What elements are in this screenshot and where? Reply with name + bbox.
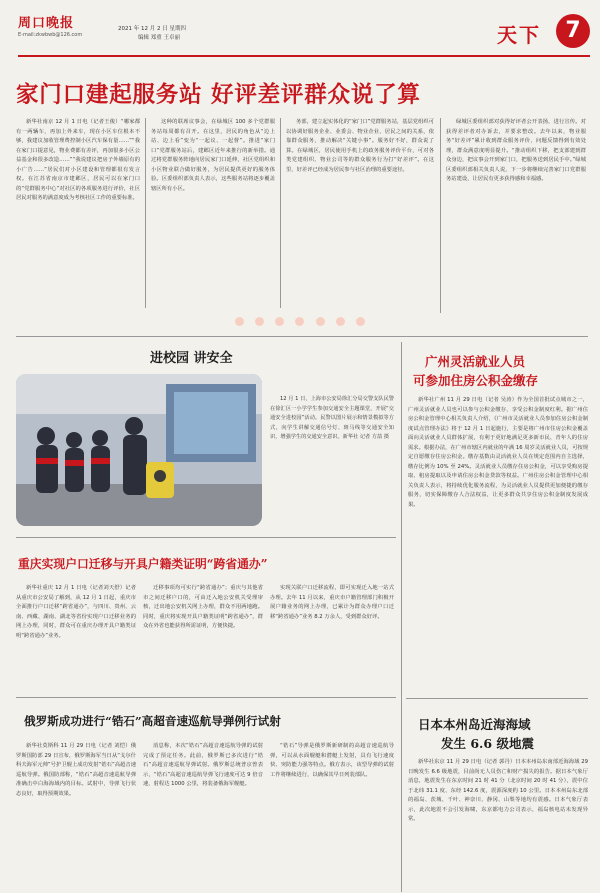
lead-column-1 (16, 118, 140, 308)
gz-headline-line-2: 可参加住房公积金缴存 (413, 373, 539, 388)
dot (235, 317, 244, 326)
dot (295, 317, 304, 326)
campus-headline: 进校园 讲安全 (150, 351, 233, 366)
dot (255, 317, 264, 326)
lead-column-3 (286, 118, 434, 313)
header-rule (18, 55, 590, 57)
lead-column-3-text: 务部，建立起实体化的“家门口”党群服务站，基层党组织可以协调好服务企业、业委会、物业企业、居民之间的关系，依靠群众服务，推动解决“关键小事”。服务好不好，群众说了算。在绿城区，居民使用手机上的政务服务评价平台，可对各类党建组织、物业公司等的群众服务行为打“好差评”。在这里，好差评已经成为居民参与社区治理的重要途径。 (286, 119, 434, 173)
campus-safety-photo (16, 374, 262, 526)
column-divider (280, 118, 281, 308)
japan-body (408, 758, 588, 890)
hukou-column-3-text: 实现关联户口迁移流程，即可实现迁入地一站式办理。去年 11 月以来，重庆市户籍管理部门积极开展户籍业务的网上办理，已累计为群众办理户口迁移“跨省通办”业务 8.2 万余人，受到群众好评。 (270, 585, 394, 620)
dot (356, 317, 365, 326)
russia-column-2-text: 消息称，本次“锆石”高超音速巡航导弹的试射完成了预定任务。此前，俄罗斯已多次进行“锆石”高超音速巡航导弹试射。俄罗斯总统普京曾表示，“锆石”高超音速巡航导弹飞行速度可达 9 倍音速，射程达 1000 公里，将装备俄海军舰艇。 (143, 743, 263, 787)
russia-column-2 (143, 742, 263, 890)
issue-date: 2021 年 12 月 2 日 星期四 (118, 26, 186, 32)
japan-headline-line-2: 发生 6.6 级地震 (441, 736, 534, 751)
japan-headline-line-1: 日本本州岛近海海域 (418, 717, 531, 732)
lead-column-4 (446, 118, 586, 313)
editor-line: 编辑 郑重 王卓丽 (138, 35, 180, 41)
russia-column-3-text: “锆石”导弹是俄罗斯新研制的高超音速巡航导弹，可以从水面舰艇和潜艇上发射，具有飞行速度快、突防能力强等特点。俄方表示，该型导弹的试射工作将继续进行，以确保其早日列装部队。 (270, 743, 394, 778)
lead-column-1-text: 新华社南京 12 月 1 日电（记者王俊）“哪家都有一两辆车，再加上外来车，现在小区车位根本不够，我建议加收管理费控制小区汽车保有量……”“我在家门口提意见，物业费都有差评，再加很多小区公益基金和很多改造……”“我说建议把房子外墙原有的小广告……”居民们对小区建设和管理都很有发言权。在江苏省南京市建邺区，居民可以在家门口的“党群服务中心”对社区的各项服务进行评价，社区居民对服务的满意度成为考核社区工作的重要标准。 (16, 119, 140, 201)
gz-body-text: 新华社广州 11 月 29 日电（记者 吴涛）作为全国首批试点城市之一，广州灵活就业人员也可以参与公积金缴存，享受公积金制度红利。据广州住房公积金管理中心相关负责人介绍，《广州市灵活就业人员参加住房公积金制度试点管理办法》将于 12 月 1 日起施行，主要是将广州市住房公积金覆盖面向灵活就业人员群体扩展，有利于更好地满足更多新市民、青年人的住房需求。根据办法，在广州市辖区内就业的年满 16 周岁灵活就业人员，可按规定自愿缴存住房公积金。缴存基数由灵活就业人员在规定范围内自主选择，缴存比例为 10% 至 24%。灵活就业人员缴存住房公积金，可以享受购房提取、租房提取以及申请住房公积金贷款等权益。广州住房公积金管理中心相关负责人表示，将持续优化服务流程，为灵活就业人员提供更加便捷的缴存服务，切实保障缴存人合法权益，让更多群众共享住房公积金制度发展成果。 (408, 397, 588, 508)
photo-illustration (16, 374, 262, 526)
section-title: 天下 (497, 23, 541, 47)
lead-column-2 (151, 118, 275, 308)
gz-headline-line-1: 广州灵活就业人员 (425, 354, 526, 369)
dot (275, 317, 284, 326)
hukou-column-3 (270, 584, 394, 688)
column-divider (145, 118, 146, 308)
russia-column-3 (270, 742, 394, 890)
section-divider (16, 336, 588, 337)
hukou-column-1-text: 新华社重庆 12 月 1 日电（记者刘天舒）记者从重庆市公安局了解到，从 12 月 1 日起，重庆市全面推行户口迁移“跨省通办”，与四川、贵州、云南、西藏、湖南、湖北等省份实现户口迁移业务的网上办理，同时，群众可在重庆办理开具户籍类证明“跨省通办”业务。 (16, 585, 136, 639)
lead-column-4-text: 绿城区委组织部对获得好评者公开表扬，进行宣传。对获得差评者对办诉去，并要求整改。去年以来，物业服务“好差评”累计收到群众服务评价，问题反馈得到有效处理，群众满意度明显提升。“推动组织下移，把支部建到群众身边，把议事会开到家门口，把服务送到居民手中。”绿城区委组织部相关负责人说，下一步将继续完善家门口党群服务站建设，让居民有更多获得感和幸福感。 (446, 119, 586, 182)
section-divider (406, 698, 588, 699)
campus-caption-text: 12 月 1 日，上海市公安局徐汇分局交警支队民警在徐汇区一小学学生参加交通安全主题课堂，开展“交通安全进校园”活动。民警以图片展示和情景模拟等方式，向学生讲解交通信号灯、斑马线等交通安全知识，增强学生的交通安全意识。新华社 记者 方喆 摄 (270, 396, 394, 440)
campus-caption (270, 395, 394, 443)
dot (316, 317, 325, 326)
dot (336, 317, 345, 326)
lead-column-2-text: 这种的联席议事会，在绿城区 100 多个党群服务站每周都有召开。在这里，居民的角色从“边上站、边上看”变为“一起议、一起督”。推进“家门口”党群服务站后，建邺区近年来推行的新举措。通过将党群服务阵地向居民家门口延伸，社区党组织和小区物业联合做好服务，为居民提供更好的服务体验。区委组织部负责人表示，这些服务站将逐步覆盖辖区所有小区。 (151, 119, 275, 192)
newspaper-logo: 周口晚报 (18, 16, 75, 31)
hukou-column-1 (16, 584, 136, 688)
russia-headline: 俄罗斯成功进行“锆石”高超音速巡航导弹例行试射 (24, 714, 281, 728)
gz-body (408, 396, 588, 692)
contact-email: E-mail:zkwbwb@126.com (18, 32, 83, 38)
lead-headline: 家门口建起服务站 好评差评群众说了算 (16, 82, 421, 108)
column-divider (401, 342, 402, 892)
decorative-dots (235, 317, 365, 326)
section-divider (16, 697, 396, 698)
russia-column-1 (16, 742, 136, 890)
hukou-column-2 (143, 584, 263, 688)
column-divider (440, 118, 441, 313)
section-divider (16, 537, 396, 538)
page-header (0, 0, 600, 62)
russia-column-1-text: 新华社莫斯科 11 月 29 日电（记者 刘恺）俄罗斯国防部 29 日宣布，俄罗斯海军当日从“戈尔什科夫海军元帅”号护卫舰上成功发射“锆石”高超音速巡航导弹。俄国防部称，“锆石”高超音速巡航导弹准确击中白海海域内的目标。试射中，导弹飞行状态良好，取得预期效果。 (16, 743, 136, 797)
hukou-headline: 重庆实现户口迁移与开具户籍类证明“跨省通办” (18, 557, 268, 571)
hukou-column-2-text: 迁移事项均可实行“跨省通办”；重庆与其他省市之间迁移户口的，可由迁入地公安机关受理审核，迁出地公安机关网上办理，群众不用两地跑。同时，重庆将实现开具户籍类证明“跨省通办”，群众在外省也能获得所需证明，方便快捷。 (143, 585, 263, 629)
japan-body-text: 新华社东京 11 月 29 日电（记者 郭丹）日本本州岛东南部近海海域 29 日晚发生 6.6 级地震，目前尚无人员伤亡和财产损失的报告。据日本气象厅消息，地震发生在东京时间 21 时 41 分（北京时间 20 时 41 分），震中位于北纬 31.1 度、东经 142.6 度，震源深度约 10 公里。日本本州岛东北部的福岛、茨城、千叶、神奈川、静冈、山梨等地均有震感。日本气象厅表示，此次地震不会引发海啸，东京都电力公司表示，福岛核电站未发现异常。 (408, 759, 588, 822)
page-number-badge: 7 (556, 14, 590, 48)
